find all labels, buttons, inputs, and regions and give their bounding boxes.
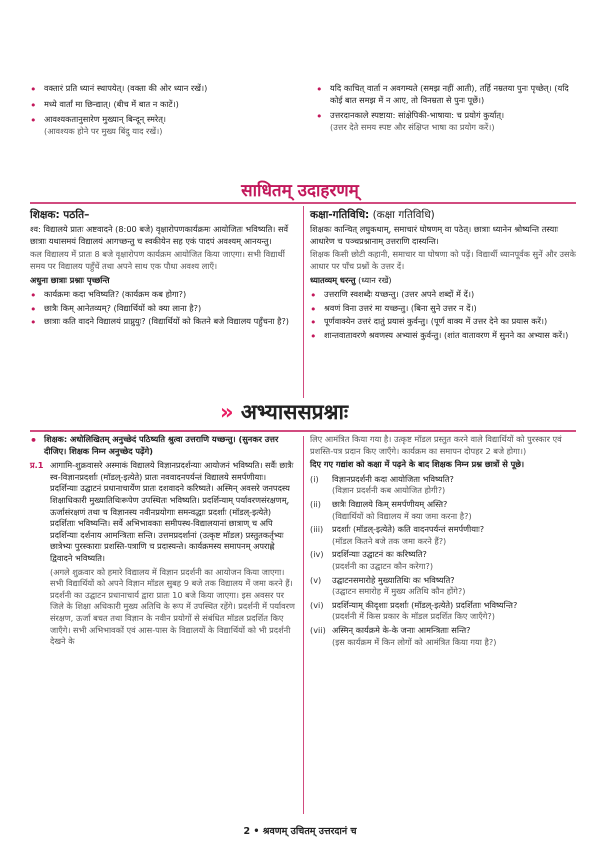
bullet-icon: • bbox=[30, 114, 37, 128]
note-heading: ध्यातव्यम् धरन्तु (ध्यान रखें) bbox=[310, 275, 392, 286]
question-item: (vii) अस्मिन् कार्यक्रमे के-के जनाः आमन्त्रिताः सन्ति? (इस कार्यक्रम में किन लोगों को आमंत्रित किया गया है?) bbox=[310, 624, 497, 647]
list-item: • कार्यक्रमः कदा भविष्यति? (कार्यक्रम कब होगा?) bbox=[30, 288, 187, 302]
question-block bbox=[30, 460, 296, 648]
questions-heading: अधुना छात्राः प्रश्नाः पृच्छन्ति bbox=[30, 275, 110, 286]
example-paragraph: शिक्षकः कान्चित् लघुकथाम्, समाचारं घोषणम् वा पठेत्। छात्राः ध्यानेन श्रोष्यन्ति तस्याः आधारेण च पञ्चप्रश्नानाम् उत्तराणि दास्यन्ति। bbox=[310, 224, 559, 246]
list-item: • उत्तराणि स्वशब्दैः यच्छन्तु। (उत्तर अपने शब्दों में दें।) bbox=[310, 288, 475, 302]
list-item: • छात्राः कति वादने विद्यालयं प्राप्नुयुः? (विद्यार्थियों को कितने बजे विद्यालय पहुँचना है?) bbox=[30, 316, 290, 330]
top-right-list bbox=[316, 83, 576, 133]
list-item: • आवश्यकतानुसारेण मुख्यान् बिन्दून् स्मरेत्। (आवश्यक होने पर मुख्य बिंदु याद रखें।) bbox=[30, 114, 167, 136]
list-item: • यदि काचित् वार्ता न अवगम्यते (समझ नहीं आती), तर्हि नम्रतया पुनः पृच्छेत्। (यदि कोई बात समझ में न आए, तो विनम्रता से पुनः पूछें।) bbox=[316, 83, 569, 105]
column-divider bbox=[303, 436, 304, 814]
list-item: • उत्तरदानकाले स्पष्टाया: सांक्षेपिकी-भाषाया: च प्रयोगं कुर्यात्। (उत्तर देते समय स्पष्ट और संक्षिप्त भाषा का प्रयोग करें।) bbox=[316, 110, 505, 132]
list-item: • श्रवणं विना उत्तरं मा यच्छन्तु। (बिना सुने उत्तर न दें।) bbox=[310, 302, 477, 316]
bullet-icon: • bbox=[30, 83, 37, 96]
page-footer: 2 • श्रवणम् उचितम् उत्तरदानं च bbox=[243, 826, 357, 837]
practice-title: » अभ्याससप्रश्नाः bbox=[220, 400, 349, 424]
sub-instruction: दिए गए गद्यांश को कक्षा में पढ़ने के बाद शिक्षक निम्न प्रश्न छात्रों से पूछे। bbox=[310, 459, 525, 470]
example-heading: शिक्षक: पठति– bbox=[30, 209, 90, 221]
list-item: • शान्तवातावरणे श्रवणस्य अभ्यासं कुर्वन्तु। (शांत वातावरण में सुनने का अभ्यास करें।) bbox=[310, 329, 569, 343]
right-example bbox=[310, 208, 576, 341]
bullet-icon: • bbox=[30, 302, 37, 316]
question-item: (ii) छात्रैः विद्यालये किम् समर्पणीयम् अस्ति? (विद्यार्थियों को विद्यालय में क्या जमा करना है?) bbox=[310, 498, 472, 521]
question-item: (iv) प्रदर्शिन्याः उद्घाटनं कः करिष्यति? (प्रदर्शनी का उद्घाटन कौन करेगा?) bbox=[310, 549, 434, 571]
question-item: (i) विज्ञानप्रदर्शनी कदा आयोजिता भविष्यति? (विज्ञान प्रदर्शनी कब आयोजित होगी?) bbox=[310, 473, 454, 496]
question-item: (vi) प्रदर्शिन्याम् कीदृशाः प्रदर्शाः (मॉडल्-इत्येते) प्रदर्शिताः भविष्यन्ति? (प्रदर्शनी में किस प्रकार के मॉडल प्रदर्शित किए जाएँगे?) bbox=[310, 599, 518, 622]
column-divider bbox=[303, 206, 304, 398]
passage-sanskrit: आगामि-शुक्रवासरे अस्माकं विद्यालये विज्ञानप्रदर्शन्याः आयोजनं भविष्यति। सर्वैः छात्रैः स्व-विज्ञानप्रदर्शाः (मॉडल्-इत्येते) प्रातः नववादनपर्यन्तं विद्यालये समर्पणीयाः। प्रदर्शिन्याः उद्घाटनं प्रधानाचार्येण प्रातः दशवादने करिष्यते। अस्मिन् अवसरे जनपदस्य शिक्षाधिकारी मुख्यातिथिःरूपेण उपस्थितः भविष्यति। प्रदर्शिन्याम् पर्यावरणसंरक्षणम्, ऊर्जासंरक्षणं तथा च विज्ञानस्य नवीनप्रयोगाः समन्वद्धाः प्रदर्शाः (मॉडल्-इत्येते) प्रदर्शिताः भविष्यन्ति। सर्वे अभिभावकाः समीपस्थ-विद्यालयानां छात्राण् च अपि प्रदर्शिन्याः दर्शनाय आमन्त्रिताः सन्ति। उत्तमप्रदर्शानां (उत्कृष्ट मॉडल) प्रस्तुतकर्तृभ्यः छात्रेभ्यः पुरस्काराः प्रशस्ति-पत्राणि च प्रदास्यन्ते। कार्यक्रमस्य समापनम् अपराह्णे द्विवादने भविष्यति। bbox=[50, 460, 294, 563]
bullet-icon: • bbox=[310, 316, 317, 330]
bullet-icon: • bbox=[316, 83, 323, 96]
example-heading: कक्षा-गतिविधि: (कक्षा गतिविधि) bbox=[310, 209, 435, 221]
bullet-icon: • bbox=[310, 288, 317, 302]
question-item: (v) उद्घाटनसमारोहे मुख्यातिथिः कः भविष्यति? (उद्घाटन समारोह में मुख्य अतिथि कौन होंगे?) bbox=[310, 574, 466, 597]
instruction: • शिक्षक: अधोलिखितम् अनुच्छेदं पठिष्यति श्रुत्वा उत्तराणि यच्छन्तु। (सुनकर उत्तर दीजिए। शिक्षक निम्न अनुच्छेद पढ़ेंगे) bbox=[30, 434, 279, 456]
question-item: (iii) प्रदर्शाः (मॉडल्-इत्येते) कति वादनपर्यन्तं समर्पणीयाः? (मॉडल कितने बजे तक जमा करने हैं?) bbox=[310, 524, 485, 546]
bullet-icon: • bbox=[30, 316, 37, 330]
bullet-icon: • bbox=[30, 98, 37, 112]
left-example bbox=[30, 208, 296, 328]
question-label: प्र.1 bbox=[30, 460, 44, 471]
list-item: • वक्तारं प्रति ध्यानं स्थापयेत्। (वक्ता की ओर ध्यान रखें।) bbox=[30, 83, 208, 96]
bullet-icon: • bbox=[30, 434, 38, 447]
questions-column bbox=[310, 434, 576, 648]
example-translation: कल विद्यालय में प्रातः 8 बजे वृक्षारोपण कार्यक्रम आयोजित किया जाएगा। सभी विद्यार्थी समय पर विद्यालय पहुँचें तथा अपने साथ एक पौधा अवश्य लाएँ। bbox=[30, 249, 285, 271]
list-item: • पूर्णवाक्येन उत्तरं दातुं प्रयासं कुर्वन्तु। (पूर्ण वाक्य में उत्तर देने का प्रयास करें।) bbox=[310, 316, 548, 330]
bullet-icon: • bbox=[310, 302, 317, 316]
double-chevron-icon: » bbox=[220, 400, 234, 424]
passage-continuation: लिए आमंत्रित किया गया है। उत्कृष्ट मॉडल प्रस्तुत करने वाले विद्यार्थियों को पुरस्कार एवं प्रशस्ति-पत्र प्रदान किए जाएँगे। कार्यक्रम का समापन दोपहर 2 बजे होगा।) bbox=[310, 434, 562, 456]
section-divider bbox=[30, 202, 576, 204]
passage-hindi: (अगले शुक्रवार को हमारे विद्यालय में विज्ञान प्रदर्शनी का आयोजन किया जाएगा। सभी विद्यार्थियों को अपने विज्ञान मॉडल सुबह 9 बजे तक विद्यालय में जमा करने हैं। प्रदर्शनी का उद्घाटन प्रधानाचार्य द्वारा प्रातः 10 बजे किया जाएगा। इस अवसर पर जिले के शिक्षा अधिकारी मुख्य अतिथि के रूप में उपस्थित रहेंगे। प्रदर्शनी में पर्यावरण संरक्षण, ऊर्जा बचत तथा विज्ञान के नवीन प्रयोगों से संबंधित मॉडल प्रदर्शित किए जाएँगे। सभी अभिभावकों एवं आस-पास के विद्यालयों के विद्यार्थियों को भी प्रदर्शनी देखने के bbox=[50, 566, 295, 647]
bullet-icon: • bbox=[30, 288, 37, 302]
list-item: • छात्रैः किम् आनेतव्यम्? (विद्यार्थियों को क्या लाना है?) bbox=[30, 302, 202, 316]
bullet-icon: • bbox=[316, 110, 323, 124]
practice-divider bbox=[30, 430, 576, 432]
example-paragraph: श्व: विद्यालये प्रातः अष्टवादने (8:00 बजे) वृक्षारोपणकार्यक्रमः आयोजितः भविष्यति। सर्वे छात्राः यथासमयं विद्यालयं आगच्छन्तु च स्वकीयेन सह एकं पादपं अवश्यम् आनयन्तु। bbox=[30, 224, 289, 246]
example-translation: शिक्षक किसी छोटी कहानी, समाचार या घोषणा को पढ़ें। विद्यार्थी ध्यानपूर्वक सुनें और उसके आधार पर पाँच प्रश्नों के उत्तर दें। bbox=[310, 249, 576, 271]
section-title: साधितम् उदाहरणम् bbox=[241, 181, 359, 201]
list-item: • मध्ये वार्तां मा छिन्द्यात्। (बीच में बात न काटें।) bbox=[30, 98, 179, 112]
passage-column bbox=[30, 434, 296, 648]
top-left-list bbox=[30, 83, 292, 137]
bullet-icon: • bbox=[310, 329, 317, 343]
